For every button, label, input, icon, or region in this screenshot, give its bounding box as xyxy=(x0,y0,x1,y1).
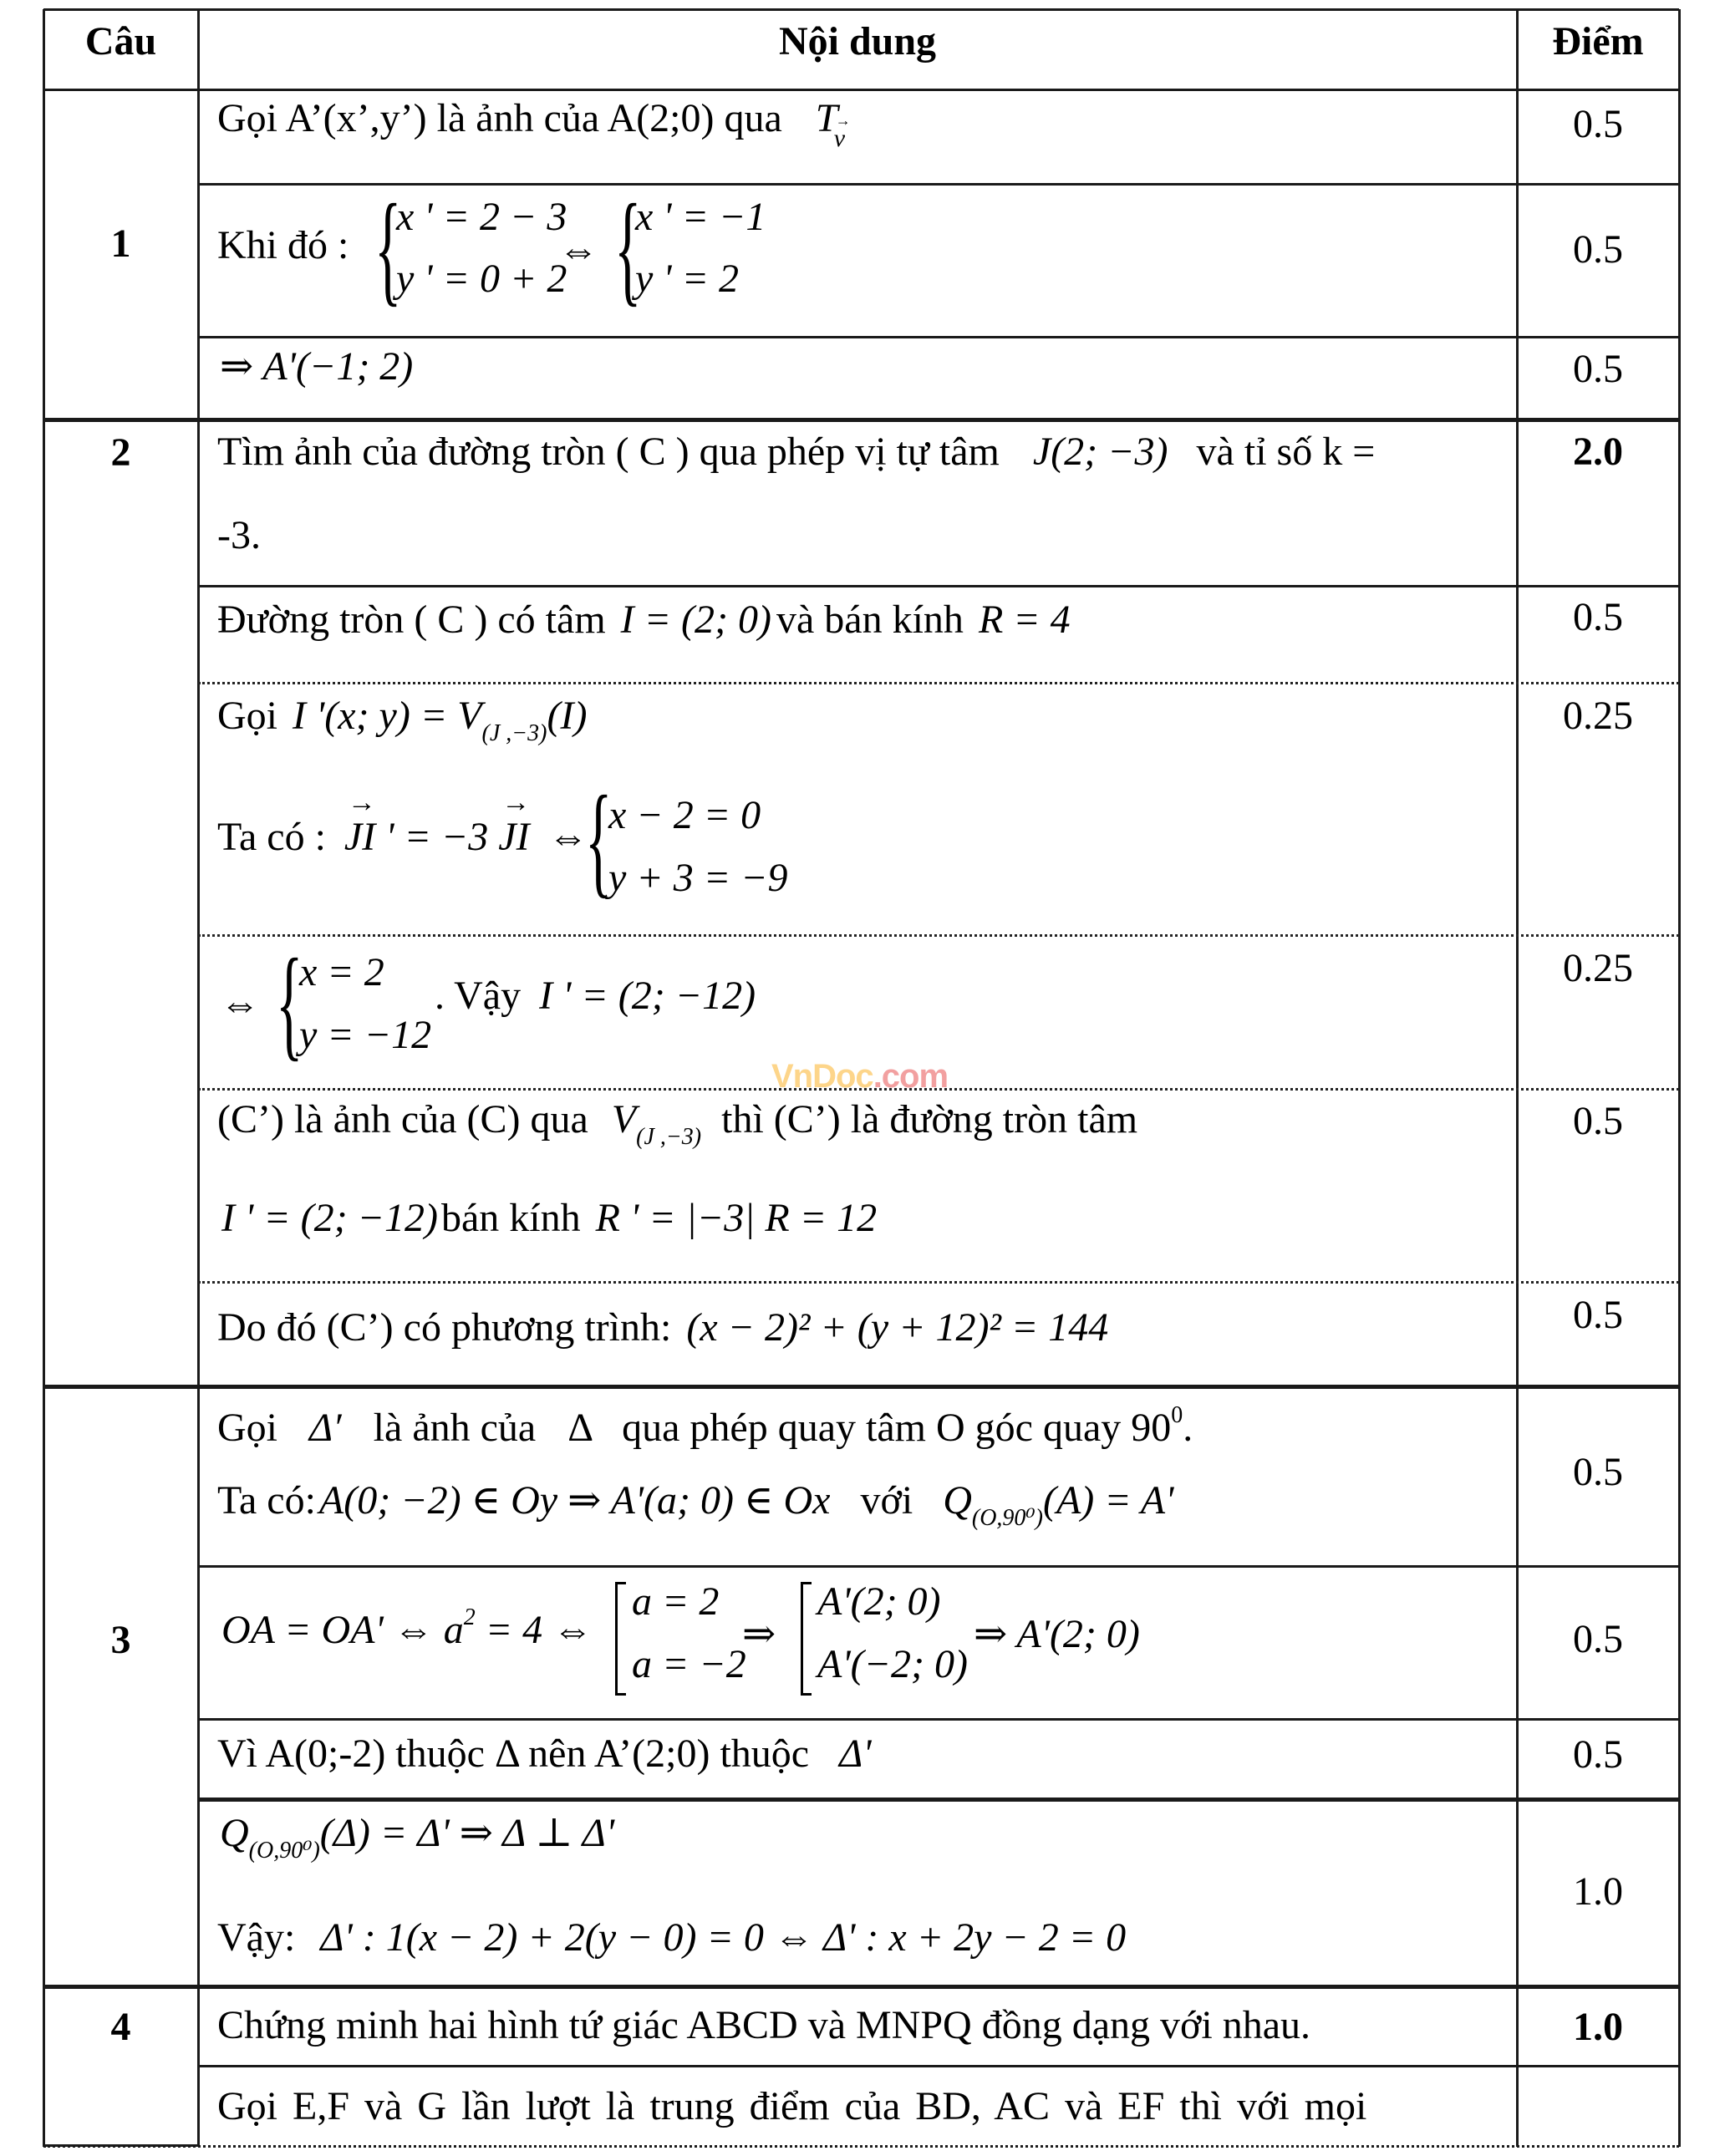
q4-row2-text: Gọi E,F và G lần lượt là trung điểm của BD, AC và EF thì với mọi xyxy=(217,2084,1367,2128)
q3-bracket2-line2: A'(−2; 0) xyxy=(817,1642,968,1686)
table-border-top xyxy=(43,8,1679,11)
q3-row4-line2: Vậy: Δ' : 1(x − 2) + 2(y − 0) = 0 ⇔ Δ' : x + 2y − 2 = 0 xyxy=(217,1915,1127,1960)
header-divider xyxy=(43,89,1679,91)
q3-bracket2-line1: A'(2; 0) xyxy=(817,1579,941,1624)
q2-row4-iff: ⇔ xyxy=(220,982,260,1026)
system-brace: { xyxy=(614,179,642,318)
q3-row1-line1: Gọi Δ′ là ảnh của Δ qua phép quay tâm O góc quay $90^0$. xyxy=(217,1402,1193,1450)
or-bracket xyxy=(801,1582,812,1696)
q1-sys1-line1: x ' = 2 − 3 xyxy=(396,195,567,239)
q2-row2-points: 0.5 xyxy=(1573,595,1623,639)
q3-row4-points: 1.0 xyxy=(1573,1869,1623,1914)
table-border-left xyxy=(43,9,45,2147)
q2-row3-points: 0.25 xyxy=(1563,694,1633,738)
watermark-vndoc: VnDoc.com xyxy=(771,1058,949,1095)
q3-bracket1-line2: a = −2 xyxy=(632,1642,746,1686)
q2-row5-line2: I ' = (2; −12)bán kính R ' = |−3| R = 12 xyxy=(221,1196,878,1240)
row-divider xyxy=(198,1718,1679,1721)
implies-symbol: ⇒ xyxy=(742,1612,776,1656)
q3-row2-points: 0.5 xyxy=(1573,1617,1623,1661)
q2-row1-points: 2.0 xyxy=(1573,430,1623,474)
q1-row3-result: ⇒ A'(−1; 2) xyxy=(220,344,414,389)
q1-sys1-line2: y ' = 0 + 2 xyxy=(396,257,567,301)
iff-symbol: ⇔ xyxy=(558,228,598,272)
q2-row5-line1: (C’) là ảnh của (C) qua $V_{(J ,-3)}$ thì (C’) là đường tròn tâm xyxy=(217,1097,1138,1150)
q1-sys2-line2: y ' = 2 xyxy=(635,257,739,301)
header-noi-dung: Nội dung xyxy=(778,19,937,64)
q2-row4-points: 0.25 xyxy=(1563,946,1633,990)
q2-row4-sys-line2: y = −12 xyxy=(299,1013,432,1057)
q1-row1-label: Gọi A’(x’,y’) là ảnh của A(2;0) qua xyxy=(217,96,782,140)
q1-row2-prefix: Khi đó : xyxy=(217,223,349,267)
question-number-1: 1 xyxy=(110,221,131,266)
q3-row1-points: 0.5 xyxy=(1573,1450,1623,1494)
q1-row1-points: 0.5 xyxy=(1573,102,1623,146)
q2-row6-points: 0.5 xyxy=(1573,1293,1623,1337)
q1-row3-points: 0.5 xyxy=(1573,347,1623,391)
question-divider xyxy=(43,418,1679,422)
q2-row3-sys-line2: y + 3 = −9 xyxy=(608,856,788,900)
row-divider xyxy=(198,1798,1679,1802)
row-divider xyxy=(198,1565,1679,1568)
q3-row2-result: ⇒ A'(2; 0) xyxy=(974,1612,1140,1656)
q2-row1-line2: -3. xyxy=(217,513,261,557)
q2-row5-points: 0.5 xyxy=(1573,1099,1623,1143)
table-border-bottom-left xyxy=(43,2144,199,2147)
row-divider-dotted xyxy=(198,934,1679,937)
question-divider xyxy=(43,1985,1679,1989)
q3-row2-equation: OA = OA' ⇔ $a^2 = 4$ ⇔ xyxy=(221,1604,593,1652)
q2-row4-conclusion: . Vậy I ' = (2; −12) xyxy=(435,974,756,1018)
row-divider xyxy=(198,336,1679,338)
q2-row1-line1: Tìm ảnh của đường tròn ( C ) qua phép vị tự tâm J(2; −3) và tỉ số k = xyxy=(217,430,1376,474)
vector-ji-prime: → JI xyxy=(344,817,375,857)
q4-row1-points: 1.0 xyxy=(1573,2005,1623,2049)
header-cau: Câu xyxy=(84,19,157,64)
column-divider-cau xyxy=(197,9,200,2147)
row-divider-dotted xyxy=(198,1281,1679,1284)
question-number-3: 3 xyxy=(110,1618,131,1662)
row-divider-dotted xyxy=(198,682,1679,684)
row-divider xyxy=(198,183,1679,186)
row-divider xyxy=(198,2065,1679,2067)
q3-bracket1-line1: a = 2 xyxy=(632,1579,720,1624)
q2-row4-sys-line1: x = 2 xyxy=(299,950,384,994)
system-brace: { xyxy=(585,770,613,909)
question-number-2: 2 xyxy=(110,430,131,475)
q2-row6-text: Do đó (C’) có phương trình: (x − 2)² + (y + 12)² = 144 xyxy=(217,1305,1109,1350)
q2-row3-line2: Ta có : → JI ' = −3 → JI ⇔ xyxy=(217,817,588,857)
system-brace: { xyxy=(276,933,303,1072)
q1-row2-points: 0.5 xyxy=(1573,227,1623,272)
q2-row3-line1: Gọi I '(x; $y) = V_{(J ,-3)}(I)$ xyxy=(217,694,588,746)
vector-ji: → JI xyxy=(498,817,529,857)
table-border-right xyxy=(1678,9,1681,2147)
row-divider xyxy=(198,585,1679,587)
q3-row3-points: 0.5 xyxy=(1573,1732,1623,1777)
question-divider xyxy=(43,1385,1679,1389)
q3-row3-text: Vì A(0;-2) thuộc Δ nên A’(2;0) thuộc Δ' xyxy=(217,1731,872,1776)
question-number-4: 4 xyxy=(110,2005,131,2049)
q4-row1-text: Chứng minh hai hình tứ giác ABCD và MNPQ đồng dạng với nhau. xyxy=(217,2003,1311,2047)
table-border-bottom xyxy=(43,2145,1679,2148)
translation-symbol: T v → xyxy=(815,96,851,152)
q1-row1-text xyxy=(217,96,851,152)
q1-sys2-line1: x ' = −1 xyxy=(635,195,766,239)
column-divider-diem xyxy=(1516,9,1519,2147)
or-bracket xyxy=(615,1582,626,1696)
q3-row4-line1: $Q_{(O,90^0)}(\Delta) = \Delta'$ ⇒ Δ ⊥ Δ' xyxy=(220,1811,615,1864)
system-brace: { xyxy=(374,179,402,318)
q3-row1-line2: Ta có:A(0; −2) ∈ Oy ⇒ A'(a; 0) ∈ Ox với $Q_{(O,90^0)}(A) = A'$ xyxy=(217,1478,1174,1531)
q2-row2-text: Đường tròn ( C ) có tâm I = (2; 0) và bán kính R = 4 xyxy=(217,597,1071,642)
q2-row3-sys-line1: x − 2 = 0 xyxy=(608,793,761,837)
header-diem: Điểm xyxy=(1552,19,1644,64)
